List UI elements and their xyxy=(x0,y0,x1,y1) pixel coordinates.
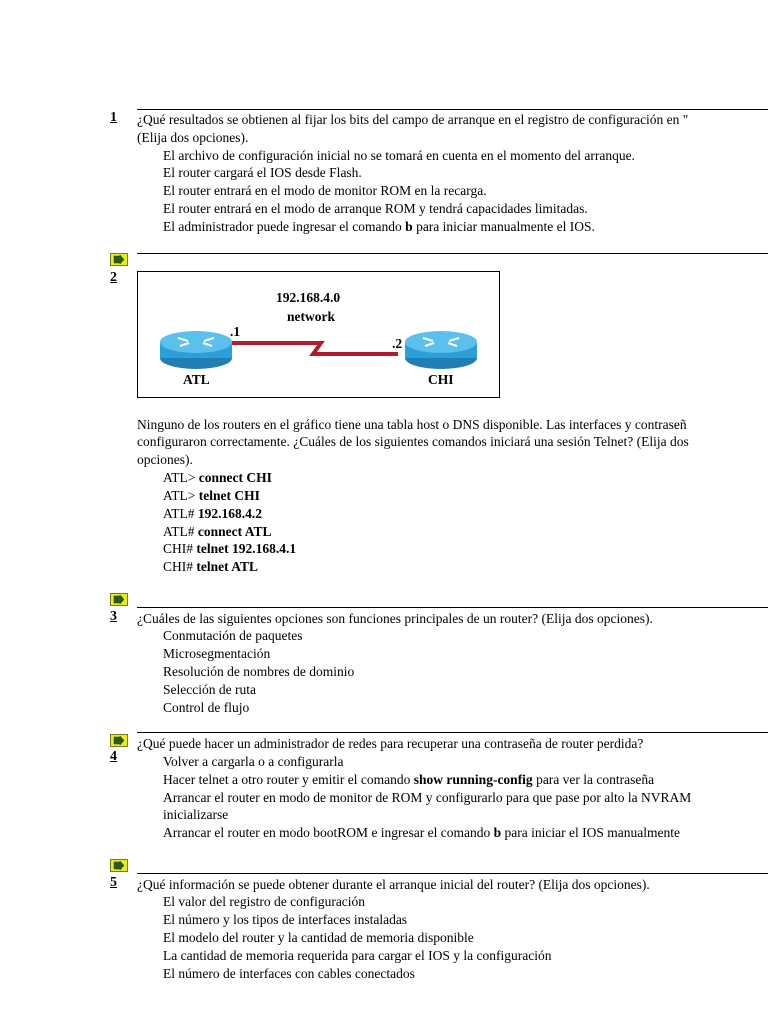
question-3-option-4: Selección de ruta xyxy=(163,682,256,697)
question-2-option-5: CHI# telnet 192.168.4.1 xyxy=(163,541,297,556)
question-5-stem: ¿Qué información se puede obtener durante el arranque inicial del router? (Elija dos opciones). xyxy=(137,877,650,892)
network-diagram xyxy=(137,271,500,398)
network-label-word: network xyxy=(287,309,335,324)
question-3-stem: ¿Cuáles de las siguientes opciones son funciones principales de un router? (Elija dos opciones). xyxy=(137,611,653,626)
question-5-option-2: El número y los tipos de interfaces instaladas xyxy=(163,912,408,927)
question-4-option-2: Hacer telnet a otro router y emitir el comando show running-config para ver la contraseña xyxy=(163,772,655,787)
left-interface-ip: .1 xyxy=(230,324,241,339)
question-1-stem-line-1: ¿Qué resultados se obtienen al fijar los bits del campo de arranque en el registro de configuración en " xyxy=(137,112,689,127)
question-2-option-6: CHI# telnet ATL xyxy=(163,559,258,574)
question-2-stem-line-2: configuraron correctamente. ¿Cuáles de los siguientes comandos iniciará una sesión Telnet? (Elija dos xyxy=(137,434,689,449)
question-1-option-4: El router entrará en el modo de arranque ROM y tendrá capacidades limitadas. xyxy=(163,201,588,216)
arrow-badge-icon[interactable] xyxy=(110,859,128,872)
question-3-option-3: Resolución de nombres de dominio xyxy=(163,664,355,679)
question-4-rule xyxy=(137,732,768,733)
question-4-option-3: Arrancar el router en modo de monitor de ROM y configurarlo para que pase por alto la NVRAM xyxy=(163,790,692,805)
arrow-badge-icon[interactable] xyxy=(110,253,128,266)
question-5-option-4: La cantidad de memoria requerida para cargar el IOS y la configuración xyxy=(163,948,552,963)
question-4-number: 4 xyxy=(110,749,117,764)
question-3-rule xyxy=(137,607,768,608)
question-1-option-3: El router entrará en el modo de monitor ROM en la recarga. xyxy=(163,183,487,198)
network-label-ip: 192.168.4.0 xyxy=(276,290,341,305)
question-2-number: 2 xyxy=(110,270,117,285)
question-5-option-5: El número de interfaces con cables conectados xyxy=(163,966,415,981)
question-5-option-1: El valor del registro de configuración xyxy=(163,894,366,909)
question-2-option-3: ATL# 192.168.4.2 xyxy=(163,506,262,521)
question-2-rule xyxy=(137,253,768,254)
question-5-rule xyxy=(137,873,768,874)
router-icon xyxy=(160,331,232,369)
router-label-chi: CHI xyxy=(428,372,454,387)
question-4-option-3-continued: inicializarse xyxy=(163,807,229,822)
question-2-option-1: ATL> connect CHI xyxy=(163,470,272,485)
question-3-option-1: Conmutación de paquetes xyxy=(163,628,303,643)
question-3-option-5: Control de flujo xyxy=(163,700,250,715)
arrow-badge-icon[interactable] xyxy=(110,734,128,747)
question-3-number: 3 xyxy=(110,609,117,624)
question-5-number: 5 xyxy=(110,875,117,890)
question-1-number: 1 xyxy=(110,110,117,125)
router-icon xyxy=(405,331,477,369)
question-1-stem-line-2: (Elija dos opciones). xyxy=(137,130,249,145)
question-2-stem-line-1: Ninguno de los routers en el gráfico tiene una tabla host o DNS disponible. Las interfaces y contraseñ xyxy=(137,417,687,432)
question-2-option-4: ATL# connect ATL xyxy=(163,524,272,539)
arrow-badge-icon[interactable] xyxy=(110,593,128,606)
question-4-stem: ¿Qué puede hacer un administrador de redes para recuperar una contraseña de router perdida? xyxy=(137,736,644,751)
question-1-option-5: El administrador puede ingresar el comando b para iniciar manualmente el IOS. xyxy=(163,219,595,234)
right-interface-ip: .2 xyxy=(392,336,403,351)
question-2-stem-line-3: opciones). xyxy=(137,452,193,467)
serial-link-icon xyxy=(231,343,398,354)
question-1-option-1: El archivo de configuración inicial no se tomará en cuenta en el momento del arranque. xyxy=(163,148,635,163)
question-1-option-2: El router cargará el IOS desde Flash. xyxy=(163,165,362,180)
question-4-option-1: Volver a cargarla o a configurarla xyxy=(163,754,344,769)
question-4-option-4: Arrancar el router en modo bootROM e ingresar el comando b para iniciar el IOS manualmente xyxy=(163,825,680,840)
router-label-atl: ATL xyxy=(183,372,210,387)
question-3-option-2: Microsegmentación xyxy=(163,646,271,661)
question-1-rule xyxy=(137,109,768,110)
question-2-option-2: ATL> telnet CHI xyxy=(163,488,260,503)
question-5-option-3: El modelo del router y la cantidad de memoria disponible xyxy=(163,930,474,945)
